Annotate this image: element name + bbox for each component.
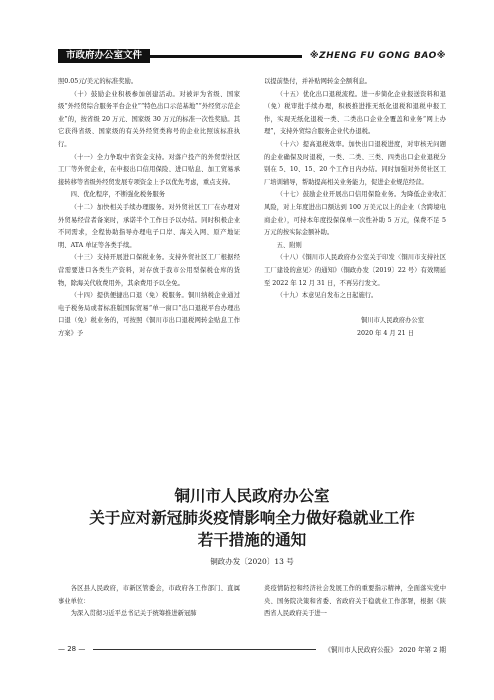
footer-rule — [93, 649, 316, 650]
spacer — [264, 303, 446, 316]
paragraph: （十一）全力争取中省资金支持。对落户投产的外贸型社区工厂等外贸企业，在申报出口信用保险、进口贴息、加工贸易承接转移等省级外经贸发展专项资金上予以优先考虑，重点支持。 — [58, 153, 240, 186]
paragraph: 四、优化程序，不断强化税务服务 — [70, 191, 166, 199]
paragraph: （十二）加快相关手续办理服务。对外贸社区工厂在办理对外贸易经营者备案时，承诺半个工作日予以办结。同时积极企业不同需求，全程协助指导办理电子口岸、海关入网、原产地证明、ATA 单证等各类手续。 — [58, 203, 240, 249]
paragraph: （十六）提高退税效率。加快出口退税进度，对审核无问题的企业确保及时退税，一类、二类、三类、四类出口企业退税分别在 5、10、15、20 个工作日内办结。同时加强对外贸社区工厂培训辅导，帮助提高相关业务能力，促进企业规范经营。 — [264, 140, 446, 186]
notice-title-line1: 铜川市人民政府办公室 — [174, 486, 330, 505]
notice-title — [58, 485, 446, 551]
right-text-column — [264, 76, 446, 340]
document-number: 铜政办发〔2020〕13 号 — [210, 557, 294, 566]
publication-name: 《铜川市人民政府公报》 2020 年第 2 期 — [324, 646, 446, 654]
lower-left-column — [58, 583, 240, 621]
paragraph: （十五）优化出口退税流程。进一步简化企业报送资料和退（免）税审批手续办理，积极推进推无纸化退税和退税申报工作，实现无纸化退税一类、二类出口企业全覆盖和业务“网上办理”，支持外贸综合服务企业代办退税。 — [264, 90, 446, 136]
paragraph: 五、附则 — [276, 241, 302, 249]
paragraph: 炎疫情防控和经济社会发展工作的重要指示精神，全面落实党中央、国务院决策和省委、省政府关于稳就业工作部署，根据《陕西省人民政府关于进一 — [264, 585, 446, 618]
lower-right-column — [264, 583, 446, 621]
page-number: — 28 — — [58, 645, 86, 653]
paragraph: （十九）本意见自发布之日起施行。 — [276, 292, 378, 300]
left-text-column — [58, 76, 240, 340]
paragraph: 为深入贯彻习近平总书记关于统筹推进新冠肺 — [70, 610, 197, 618]
signature-org: 铜川市人民政府办公室 — [361, 317, 424, 325]
notice-title-line2: 关于应对新冠肺炎疫情影响全力做好稳就业工作 — [89, 508, 415, 527]
paragraph: 照0.05元/美元的标准奖励。 — [58, 78, 138, 85]
paragraph: （十三）支持开展进口保税业务。支持外贸社区工厂根据经营需要进口各类生产资料，对存放于我市公用型保税仓库的货物，除海关代收费用外，其余费用予以全免。 — [58, 254, 240, 287]
paragraph: （十七）鼓励企业开展出口信用保险业务。为降低企业收汇风险，对上年度进出口额达到 100 万美元以上的企业（含跨境电商企业），可持本年度投保保单一次性补助 5 万元，保费不足 5 万元的按实际金额补助。 — [264, 191, 446, 237]
section-tag: 市政府办公室文件 — [58, 49, 150, 63]
header-rule — [150, 55, 302, 58]
notice-title-line3: 若干措施的通知 — [197, 530, 307, 549]
paragraph: 各区县人民政府，市新区管委会，市政府各工作部门、直属事业单位： — [58, 585, 240, 605]
paragraph: 以提前垫付，并补贴网转金全额利息。 — [264, 78, 372, 85]
paragraph: （十四）提供便捷出口退（免）税服务。铜川纳税企业通过电子税务局或者标准版国际贸易“单一窗口”出口退税平台办理出口退（免）税业务的，可按照《铜川市出口退税网转金贴息工作方案》予 — [58, 292, 240, 337]
journal-name: ※ZHENG FU GONG BAO※ — [309, 51, 446, 61]
paragraph: （十）鼓励企业积极参加创建活动。对被评为省级、国家级“外经贸综合服务平台企业”“特色出口示范基地”“外经贸示范企业”的，按省级 20 万元、国家级 30 万元的标准一次性奖励。其它获得省级、国家级的有关外经贸类称号的企业比照该标准执行。 — [58, 90, 240, 148]
signature-date: 2020 年 4 月 21 日 — [357, 329, 414, 337]
paragraph: （十八）《铜川市人民政府办公室关于印发〈铜川市支持社区工厂建设的意见〉的通知》（铜政办发〔2019〕22 号）有效期延至 2022 年 12 月 31 日，不再另行发文。 — [264, 254, 446, 287]
page-footer — [58, 643, 446, 655]
page-header — [58, 49, 446, 63]
